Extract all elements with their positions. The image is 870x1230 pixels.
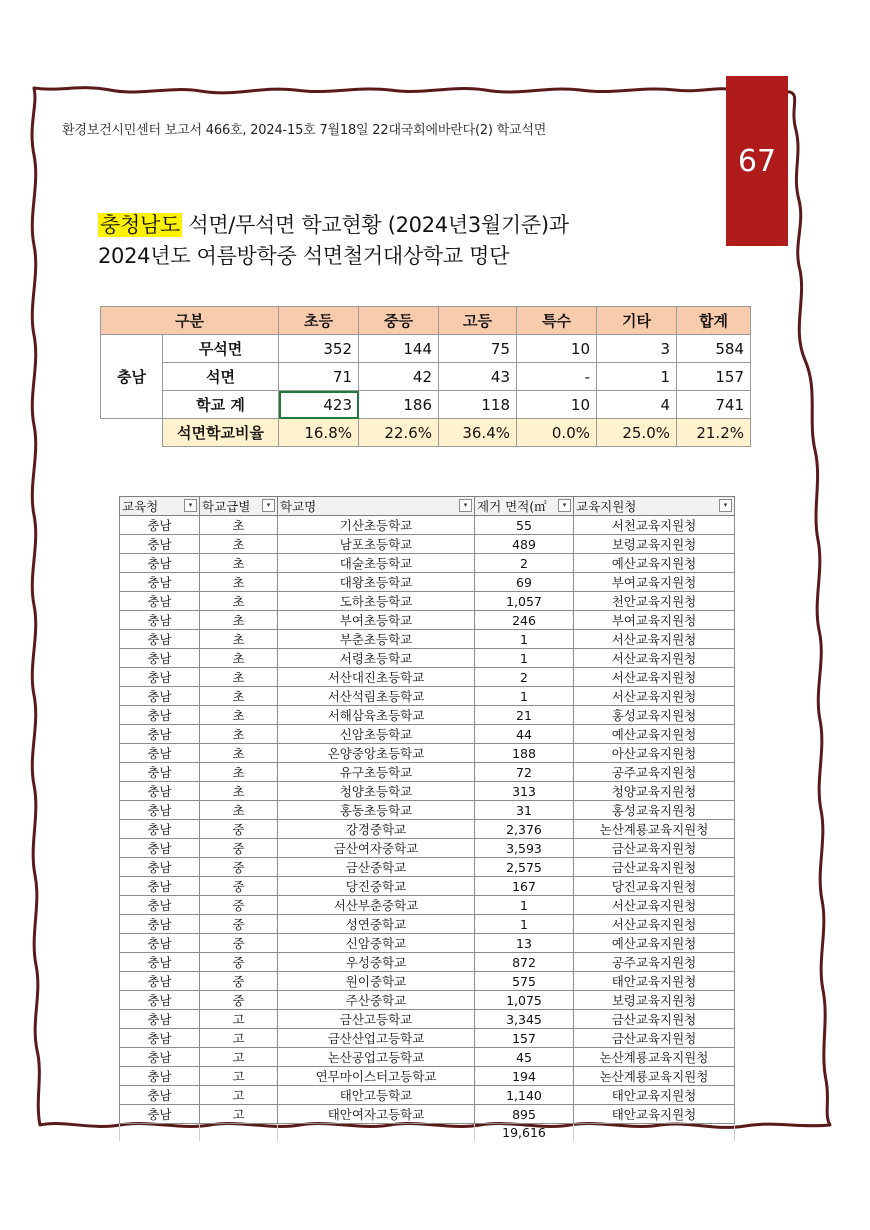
title-line1: 석면/무석면 학교현황 (2024년3월기준)과 bbox=[181, 213, 569, 237]
school-name-cell[interactable]: 원이중학교 bbox=[278, 972, 475, 991]
level-cell[interactable]: 고 bbox=[200, 1105, 278, 1124]
office-cell[interactable]: 충남 bbox=[120, 972, 200, 991]
summary-row bbox=[101, 335, 751, 363]
table-row bbox=[120, 611, 735, 630]
level-cell[interactable]: 초 bbox=[200, 592, 278, 611]
school-name-cell[interactable]: 성연중학교 bbox=[278, 915, 475, 934]
school-name-cell[interactable]: 홍동초등학교 bbox=[278, 801, 475, 820]
column-header-label: 학교명 bbox=[280, 499, 317, 514]
support-office-cell[interactable]: 서천교육지원청 bbox=[574, 516, 735, 535]
office-cell[interactable]: 충남 bbox=[120, 877, 200, 896]
level-cell[interactable]: 초 bbox=[200, 725, 278, 744]
level-cell[interactable]: 고 bbox=[200, 1086, 278, 1105]
summary-cell[interactable]: 71 bbox=[279, 363, 359, 391]
table-row bbox=[120, 839, 735, 858]
office-cell[interactable]: 충남 bbox=[120, 573, 200, 592]
support-office-cell[interactable]: 예산교육지원청 bbox=[574, 934, 735, 953]
summary-header-row bbox=[101, 307, 751, 335]
table-row bbox=[120, 934, 735, 953]
support-office-cell[interactable]: 공주교육지원청 bbox=[574, 953, 735, 972]
school-name-cell[interactable]: 서산석림초등학교 bbox=[278, 687, 475, 706]
area-cell[interactable]: 2 bbox=[475, 668, 574, 687]
school-name-cell[interactable]: 유구초등학교 bbox=[278, 763, 475, 782]
area-cell[interactable]: 44 bbox=[475, 725, 574, 744]
summary-cell[interactable]: 42 bbox=[359, 363, 439, 391]
support-office-cell[interactable]: 예산교육지원청 bbox=[574, 725, 735, 744]
column-header-label: 교육청 bbox=[122, 499, 159, 514]
column-header[interactable] bbox=[278, 497, 475, 516]
summary-header: 초등 bbox=[279, 307, 359, 335]
school-name-cell[interactable]: 금산여자중학교 bbox=[278, 839, 475, 858]
support-office-cell[interactable]: 금산교육지원청 bbox=[574, 1029, 735, 1048]
level-cell[interactable]: 초 bbox=[200, 554, 278, 573]
office-cell[interactable]: 충남 bbox=[120, 668, 200, 687]
school-name-cell[interactable]: 금산중학교 bbox=[278, 858, 475, 877]
school-name-cell[interactable]: 도하초등학교 bbox=[278, 592, 475, 611]
table-row bbox=[120, 630, 735, 649]
office-cell[interactable]: 충남 bbox=[120, 915, 200, 934]
area-cell[interactable]: 2,376 bbox=[475, 820, 574, 839]
office-cell[interactable]: 충남 bbox=[120, 1048, 200, 1067]
summary-header: 특수 bbox=[517, 307, 597, 335]
area-cell[interactable]: 72 bbox=[475, 763, 574, 782]
school-name-cell[interactable]: 태안여자고등학교 bbox=[278, 1105, 475, 1124]
school-name-cell[interactable]: 연무마이스터고등학교 bbox=[278, 1067, 475, 1086]
dropdown-icon[interactable]: ▾ bbox=[459, 499, 472, 512]
table-row bbox=[120, 516, 735, 535]
area-cell[interactable]: 45 bbox=[475, 1048, 574, 1067]
office-cell[interactable]: 충남 bbox=[120, 858, 200, 877]
area-cell[interactable]: 3,593 bbox=[475, 839, 574, 858]
school-name-cell[interactable]: 우성중학교 bbox=[278, 953, 475, 972]
support-office-cell[interactable]: 논산계룡교육지원청 bbox=[574, 1048, 735, 1067]
summary-row bbox=[101, 391, 751, 419]
total-row bbox=[120, 1124, 735, 1142]
office-cell[interactable]: 충남 bbox=[120, 1086, 200, 1105]
table-row bbox=[120, 991, 735, 1010]
support-office-cell[interactable]: 서산교육지원청 bbox=[574, 915, 735, 934]
table-row bbox=[120, 1010, 735, 1029]
support-office-cell[interactable]: 서산교육지원청 bbox=[574, 687, 735, 706]
level-cell[interactable]: 초 bbox=[200, 687, 278, 706]
summary-cell[interactable]: 10 bbox=[517, 391, 597, 419]
area-cell[interactable]: 55 bbox=[475, 516, 574, 535]
empty-cell[interactable] bbox=[278, 1124, 475, 1142]
row-label: 석면 bbox=[163, 363, 279, 391]
page-title bbox=[98, 210, 569, 272]
level-cell[interactable]: 초 bbox=[200, 668, 278, 687]
table-row bbox=[120, 1067, 735, 1086]
support-office-cell[interactable]: 금산교육지원청 bbox=[574, 1010, 735, 1029]
summary-header: 고등 bbox=[439, 307, 517, 335]
summary-cell[interactable]: 22.6% bbox=[359, 419, 439, 447]
summary-cell[interactable]: 25.0% bbox=[597, 419, 677, 447]
office-cell[interactable]: 충남 bbox=[120, 991, 200, 1010]
page-number-tab bbox=[726, 76, 788, 246]
empty-cell[interactable] bbox=[200, 1124, 278, 1142]
level-cell[interactable]: 초 bbox=[200, 516, 278, 535]
area-cell[interactable]: 194 bbox=[475, 1067, 574, 1086]
empty-cell[interactable] bbox=[574, 1124, 735, 1142]
summary-cell[interactable]: 118 bbox=[439, 391, 517, 419]
table-row bbox=[120, 915, 735, 934]
school-name-cell[interactable]: 서령초등학교 bbox=[278, 649, 475, 668]
selected-cell[interactable]: 423 bbox=[279, 391, 359, 419]
support-office-cell[interactable]: 보령교육지원청 bbox=[574, 535, 735, 554]
office-cell[interactable]: 충남 bbox=[120, 934, 200, 953]
level-cell[interactable]: 중 bbox=[200, 972, 278, 991]
school-name-cell[interactable]: 기산초등학교 bbox=[278, 516, 475, 535]
school-name-cell[interactable]: 강경중학교 bbox=[278, 820, 475, 839]
level-cell[interactable]: 초 bbox=[200, 649, 278, 668]
office-cell[interactable]: 충남 bbox=[120, 649, 200, 668]
page-number: 67 bbox=[737, 143, 777, 179]
level-cell[interactable]: 초 bbox=[200, 573, 278, 592]
table-row bbox=[120, 1086, 735, 1105]
support-office-cell[interactable]: 보령교육지원청 bbox=[574, 991, 735, 1010]
office-cell[interactable]: 충남 bbox=[120, 953, 200, 972]
support-office-cell[interactable]: 논산계룡교육지원청 bbox=[574, 1067, 735, 1086]
office-cell[interactable]: 충남 bbox=[120, 554, 200, 573]
school-name-cell[interactable]: 서해삼육초등학교 bbox=[278, 706, 475, 725]
summary-header: 중등 bbox=[359, 307, 439, 335]
support-office-cell[interactable]: 금산교육지원청 bbox=[574, 839, 735, 858]
office-cell[interactable]: 충남 bbox=[120, 1029, 200, 1048]
row-label: 학교 계 bbox=[163, 391, 279, 419]
summary-header: 구분 bbox=[101, 307, 279, 335]
support-office-cell[interactable]: 태안교육지원청 bbox=[574, 1105, 735, 1124]
table-row bbox=[120, 953, 735, 972]
summary-row bbox=[101, 363, 751, 391]
area-cell[interactable]: 1 bbox=[475, 915, 574, 934]
level-cell[interactable]: 초 bbox=[200, 744, 278, 763]
dropdown-icon[interactable]: ▾ bbox=[719, 499, 732, 512]
office-cell[interactable]: 충남 bbox=[120, 630, 200, 649]
dropdown-icon[interactable]: ▾ bbox=[558, 499, 571, 512]
school-name-cell[interactable]: 청양초등학교 bbox=[278, 782, 475, 801]
table-row bbox=[120, 801, 735, 820]
summary-cell[interactable]: 741 bbox=[677, 391, 751, 419]
summary-header: 합계 bbox=[677, 307, 751, 335]
summary-cell[interactable]: 36.4% bbox=[439, 419, 517, 447]
table-row bbox=[120, 554, 735, 573]
support-office-cell[interactable]: 당진교육지원청 bbox=[574, 877, 735, 896]
table-row bbox=[120, 573, 735, 592]
level-cell[interactable]: 고 bbox=[200, 1048, 278, 1067]
summary-cell[interactable]: 21.2% bbox=[677, 419, 751, 447]
area-cell[interactable]: 167 bbox=[475, 877, 574, 896]
level-cell[interactable]: 중 bbox=[200, 820, 278, 839]
school-name-cell[interactable]: 당진중학교 bbox=[278, 877, 475, 896]
area-cell[interactable]: 1,075 bbox=[475, 991, 574, 1010]
school-name-cell[interactable]: 부춘초등학교 bbox=[278, 630, 475, 649]
office-cell[interactable]: 충남 bbox=[120, 1067, 200, 1086]
school-name-cell[interactable]: 서산대진초등학교 bbox=[278, 668, 475, 687]
support-office-cell[interactable]: 서산교육지원청 bbox=[574, 649, 735, 668]
area-cell[interactable]: 3,345 bbox=[475, 1010, 574, 1029]
area-cell[interactable]: 489 bbox=[475, 535, 574, 554]
column-header[interactable] bbox=[475, 497, 574, 516]
office-cell[interactable]: 충남 bbox=[120, 1105, 200, 1124]
school-name-cell[interactable]: 신암초등학교 bbox=[278, 725, 475, 744]
filter-sort-icon[interactable]: ▾ bbox=[184, 499, 197, 512]
level-cell[interactable]: 초 bbox=[200, 535, 278, 554]
table-row bbox=[120, 972, 735, 991]
region-cell: 충남 bbox=[101, 335, 163, 419]
summary-cell[interactable]: 352 bbox=[279, 335, 359, 363]
column-header[interactable] bbox=[120, 497, 200, 516]
support-office-cell[interactable]: 청양교육지원청 bbox=[574, 782, 735, 801]
table-row bbox=[120, 1105, 735, 1124]
office-cell[interactable]: 충남 bbox=[120, 839, 200, 858]
area-cell[interactable]: 13 bbox=[475, 934, 574, 953]
table-row bbox=[120, 744, 735, 763]
filter-sort-icon[interactable]: ▾ bbox=[262, 499, 275, 512]
support-office-cell[interactable]: 서산교육지원청 bbox=[574, 896, 735, 915]
level-cell[interactable]: 고 bbox=[200, 1029, 278, 1048]
summary-cell[interactable]: 0.0% bbox=[517, 419, 597, 447]
area-cell[interactable]: 1 bbox=[475, 630, 574, 649]
area-cell[interactable]: 1 bbox=[475, 687, 574, 706]
level-cell[interactable]: 고 bbox=[200, 1010, 278, 1029]
office-cell[interactable]: 충남 bbox=[120, 592, 200, 611]
support-office-cell[interactable]: 공주교육지원청 bbox=[574, 763, 735, 782]
support-office-cell[interactable]: 부여교육지원청 bbox=[574, 611, 735, 630]
summary-header: 기타 bbox=[597, 307, 677, 335]
ratio-row bbox=[101, 419, 751, 447]
summary-cell[interactable]: 4 bbox=[597, 391, 677, 419]
summary-cell[interactable]: 10 bbox=[517, 335, 597, 363]
school-name-cell[interactable]: 태안고등학교 bbox=[278, 1086, 475, 1105]
level-cell[interactable]: 초 bbox=[200, 801, 278, 820]
level-cell[interactable]: 중 bbox=[200, 896, 278, 915]
school-name-cell[interactable]: 대왕초등학교 bbox=[278, 573, 475, 592]
school-name-cell[interactable]: 남포초등학교 bbox=[278, 535, 475, 554]
area-cell[interactable]: 69 bbox=[475, 573, 574, 592]
area-cell[interactable]: 2 bbox=[475, 554, 574, 573]
column-header-label: 교육지원청 bbox=[576, 499, 637, 514]
area-cell[interactable]: 21 bbox=[475, 706, 574, 725]
school-name-cell[interactable]: 부여초등학교 bbox=[278, 611, 475, 630]
school-list-table bbox=[119, 496, 735, 1141]
office-cell[interactable]: 충남 bbox=[120, 763, 200, 782]
support-office-cell[interactable]: 홍성교육지원청 bbox=[574, 706, 735, 725]
list-header-row bbox=[120, 497, 735, 516]
area-cell[interactable]: 246 bbox=[475, 611, 574, 630]
table-row bbox=[120, 725, 735, 744]
summary-cell[interactable]: 584 bbox=[677, 335, 751, 363]
summary-cell[interactable]: - bbox=[517, 363, 597, 391]
school-name-cell[interactable]: 서산부춘중학교 bbox=[278, 896, 475, 915]
area-cell[interactable]: 1 bbox=[475, 896, 574, 915]
support-office-cell[interactable]: 부여교육지원청 bbox=[574, 573, 735, 592]
level-cell[interactable]: 중 bbox=[200, 877, 278, 896]
school-name-cell[interactable]: 대술초등학교 bbox=[278, 554, 475, 573]
column-header[interactable] bbox=[574, 497, 735, 516]
support-office-cell[interactable]: 아산교육지원청 bbox=[574, 744, 735, 763]
level-cell[interactable]: 초 bbox=[200, 611, 278, 630]
school-name-cell[interactable]: 논산공업고등학교 bbox=[278, 1048, 475, 1067]
office-cell[interactable]: 충남 bbox=[120, 896, 200, 915]
table-row bbox=[120, 877, 735, 896]
support-office-cell[interactable]: 예산교육지원청 bbox=[574, 554, 735, 573]
area-cell[interactable]: 2,575 bbox=[475, 858, 574, 877]
office-cell[interactable]: 충남 bbox=[120, 801, 200, 820]
office-cell[interactable]: 충남 bbox=[120, 1010, 200, 1029]
title-highlight: 충청남도 bbox=[100, 213, 180, 237]
table-row bbox=[120, 592, 735, 611]
school-name-cell[interactable]: 온양중앙초등학교 bbox=[278, 744, 475, 763]
table-row bbox=[120, 896, 735, 915]
table-row bbox=[120, 782, 735, 801]
office-cell[interactable]: 충남 bbox=[120, 611, 200, 630]
total-area-cell[interactable]: 19,616 bbox=[475, 1124, 574, 1142]
area-cell[interactable]: 157 bbox=[475, 1029, 574, 1048]
table-row bbox=[120, 668, 735, 687]
summary-cell[interactable]: 144 bbox=[359, 335, 439, 363]
area-cell[interactable]: 313 bbox=[475, 782, 574, 801]
office-cell[interactable]: 충남 bbox=[120, 782, 200, 801]
summary-cell[interactable]: 157 bbox=[677, 363, 751, 391]
title-line2: 2024년도 여름방학중 석면철거대상학교 명단 bbox=[98, 244, 510, 268]
summary-cell[interactable]: 16.8% bbox=[279, 419, 359, 447]
support-office-cell[interactable]: 천안교육지원청 bbox=[574, 592, 735, 611]
area-cell[interactable]: 895 bbox=[475, 1105, 574, 1124]
school-name-cell[interactable]: 신암중학교 bbox=[278, 934, 475, 953]
support-office-cell[interactable]: 서산교육지원청 bbox=[574, 630, 735, 649]
office-cell[interactable]: 충남 bbox=[120, 535, 200, 554]
level-cell[interactable]: 중 bbox=[200, 953, 278, 972]
table-row bbox=[120, 706, 735, 725]
table-row bbox=[120, 1048, 735, 1067]
table-row bbox=[120, 858, 735, 877]
area-cell[interactable]: 1,057 bbox=[475, 592, 574, 611]
level-cell[interactable]: 초 bbox=[200, 706, 278, 725]
row-label: 석면학교비율 bbox=[163, 419, 279, 447]
summary-cell[interactable]: 1 bbox=[597, 363, 677, 391]
area-cell[interactable]: 31 bbox=[475, 801, 574, 820]
support-office-cell[interactable]: 태안교육지원청 bbox=[574, 1086, 735, 1105]
table-row bbox=[120, 535, 735, 554]
level-cell[interactable]: 고 bbox=[200, 1067, 278, 1086]
school-name-cell[interactable]: 주산중학교 bbox=[278, 991, 475, 1010]
level-cell[interactable]: 중 bbox=[200, 991, 278, 1010]
area-cell[interactable]: 872 bbox=[475, 953, 574, 972]
office-cell[interactable]: 충남 bbox=[120, 744, 200, 763]
school-name-cell[interactable]: 금산산업고등학교 bbox=[278, 1029, 475, 1048]
support-office-cell[interactable]: 논산계룡교육지원청 bbox=[574, 820, 735, 839]
summary-table bbox=[100, 306, 751, 447]
table-row bbox=[120, 1029, 735, 1048]
level-cell[interactable]: 초 bbox=[200, 782, 278, 801]
office-cell[interactable]: 충남 bbox=[120, 820, 200, 839]
column-header[interactable] bbox=[200, 497, 278, 516]
column-header-label: 학교급별 bbox=[202, 499, 251, 514]
column-header-label: 제거 면적(㎡ bbox=[477, 499, 547, 514]
area-cell[interactable]: 188 bbox=[475, 744, 574, 763]
report-header: 환경보건시민센터 보고서 466호, 2024-15호 7월18일 22대국회에바란다(2) 학교석면 bbox=[62, 123, 547, 138]
summary-cell[interactable]: 3 bbox=[597, 335, 677, 363]
level-cell[interactable]: 중 bbox=[200, 915, 278, 934]
level-cell[interactable]: 중 bbox=[200, 934, 278, 953]
summary-cell[interactable]: 43 bbox=[439, 363, 517, 391]
level-cell[interactable]: 중 bbox=[200, 858, 278, 877]
area-cell[interactable]: 1,140 bbox=[475, 1086, 574, 1105]
office-cell[interactable]: 충남 bbox=[120, 516, 200, 535]
office-cell[interactable]: 충남 bbox=[120, 725, 200, 744]
table-row bbox=[120, 649, 735, 668]
area-cell[interactable]: 1 bbox=[475, 649, 574, 668]
office-cell[interactable]: 충남 bbox=[120, 687, 200, 706]
table-row bbox=[120, 687, 735, 706]
table-row bbox=[120, 763, 735, 782]
empty-cell[interactable] bbox=[120, 1124, 200, 1142]
support-office-cell[interactable]: 태안교육지원청 bbox=[574, 972, 735, 991]
summary-cell[interactable]: 75 bbox=[439, 335, 517, 363]
level-cell[interactable]: 초 bbox=[200, 630, 278, 649]
office-cell[interactable]: 충남 bbox=[120, 706, 200, 725]
support-office-cell[interactable]: 서산교육지원청 bbox=[574, 668, 735, 687]
empty-cell bbox=[101, 419, 163, 447]
area-cell[interactable]: 575 bbox=[475, 972, 574, 991]
level-cell[interactable]: 중 bbox=[200, 839, 278, 858]
support-office-cell[interactable]: 홍성교육지원청 bbox=[574, 801, 735, 820]
school-name-cell[interactable]: 금산고등학교 bbox=[278, 1010, 475, 1029]
table-row bbox=[120, 820, 735, 839]
support-office-cell[interactable]: 금산교육지원청 bbox=[574, 858, 735, 877]
level-cell[interactable]: 초 bbox=[200, 763, 278, 782]
row-label: 무석면 bbox=[163, 335, 279, 363]
summary-cell[interactable]: 186 bbox=[359, 391, 439, 419]
